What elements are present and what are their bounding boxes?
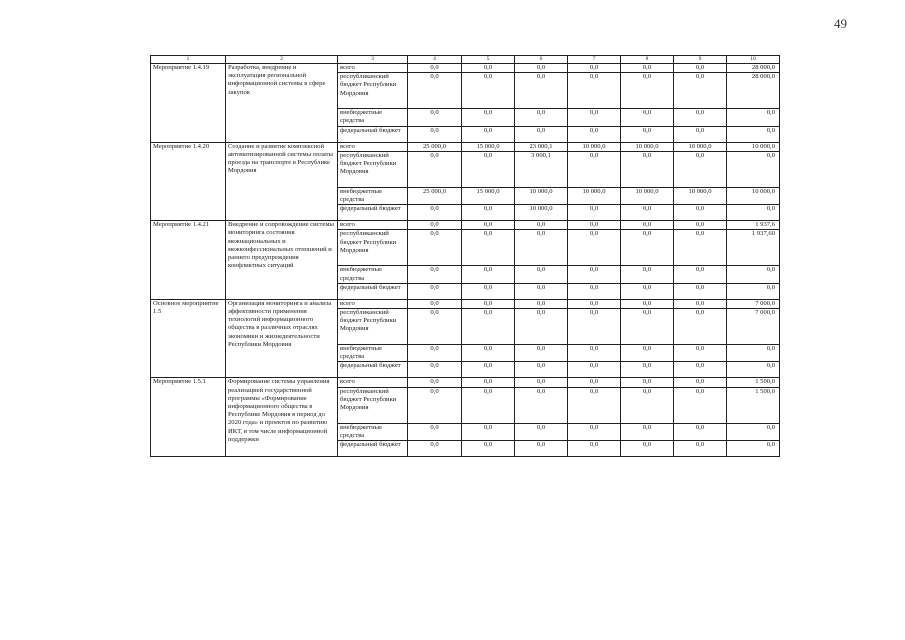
amount-cell: 0,0 bbox=[462, 221, 515, 230]
amount-cell: 0,0 bbox=[568, 423, 621, 440]
measure-name: Внедрение и сопровождение системы мониторинга состояния межнациональных и межконфессиональных отношений и раннего предупреждения конфликтных ситуаций bbox=[226, 221, 338, 300]
amount-cell: 0,0 bbox=[621, 299, 674, 308]
measure-name: Формирование системы управления реализацией государственной программы «Формирование информационного общества в Республике Мордовия в период до 2020 года» и проектов по развитию ИКТ, в том числе информационной поддержки bbox=[226, 378, 338, 457]
amount-cell: 25 000,0 bbox=[408, 142, 462, 151]
amount-cell: 0,0 bbox=[674, 126, 727, 142]
funding-source: всего bbox=[338, 142, 408, 151]
amount-cell: 0,0 bbox=[674, 299, 727, 308]
amount-cell: 0,0 bbox=[621, 266, 674, 283]
amount-cell: 1 500,0 bbox=[727, 378, 780, 387]
amount-cell: 0,0 bbox=[674, 441, 727, 457]
measure-code: Мероприятие 1.4.20 bbox=[151, 142, 226, 221]
amount-cell: 0,0 bbox=[568, 151, 621, 187]
amount-cell: 0,0 bbox=[515, 73, 568, 109]
amount-cell: 1 937,60 bbox=[727, 230, 780, 266]
amount-cell: 10 000,0 bbox=[621, 187, 674, 204]
amount-cell: 0,0 bbox=[674, 345, 727, 362]
amount-cell: 0,0 bbox=[621, 230, 674, 266]
amount-cell: 0,0 bbox=[674, 309, 727, 345]
header-row bbox=[151, 56, 780, 64]
amount-cell: 0,0 bbox=[621, 345, 674, 362]
funding-source: внебюджетные средства bbox=[338, 187, 408, 204]
amount-cell: 0,0 bbox=[674, 362, 727, 378]
measure-code: Мероприятие 1.4.19 bbox=[151, 64, 226, 143]
amount-cell: 0,0 bbox=[408, 362, 462, 378]
amount-cell: 1 937,6 bbox=[727, 221, 780, 230]
amount-cell: 0,0 bbox=[568, 309, 621, 345]
amount-cell: 0,0 bbox=[727, 345, 780, 362]
amount-cell: 0,0 bbox=[621, 423, 674, 440]
amount-cell: 0,0 bbox=[674, 230, 727, 266]
funding-source: республиканский бюджет Республики Мордовия bbox=[338, 309, 408, 345]
column-header: 4 bbox=[408, 56, 462, 64]
table-row bbox=[151, 142, 780, 151]
amount-cell: 0,0 bbox=[727, 441, 780, 457]
amount-cell: 0,0 bbox=[462, 345, 515, 362]
amount-cell: 0,0 bbox=[568, 362, 621, 378]
amount-cell: 10 000,0 bbox=[621, 142, 674, 151]
column-header: 9 bbox=[674, 56, 727, 64]
amount-cell: 0,0 bbox=[674, 151, 727, 187]
amount-cell: 0,0 bbox=[674, 387, 727, 423]
amount-cell: 0,0 bbox=[462, 423, 515, 440]
amount-cell: 0,0 bbox=[462, 387, 515, 423]
amount-cell: 0,0 bbox=[408, 283, 462, 299]
amount-cell: 10 000,0 bbox=[568, 187, 621, 204]
funding-source: федеральный бюджет bbox=[338, 205, 408, 221]
amount-cell: 0,0 bbox=[515, 221, 568, 230]
amount-cell: 0,0 bbox=[462, 205, 515, 221]
measure-name: Организация мониторинга и анализа эффективности применения технологий информационного общества в различных отраслях экономики и жизнедеятельности Республики Мордовия bbox=[226, 299, 338, 378]
amount-cell: 0,0 bbox=[408, 387, 462, 423]
amount-cell: 0,0 bbox=[515, 362, 568, 378]
column-header: 10 bbox=[727, 56, 780, 64]
funding-source: федеральный бюджет bbox=[338, 126, 408, 142]
amount-cell: 0,0 bbox=[568, 205, 621, 221]
amount-cell: 0,0 bbox=[568, 299, 621, 308]
amount-cell: 0,0 bbox=[462, 230, 515, 266]
amount-cell: 7 000,0 bbox=[727, 299, 780, 308]
amount-cell: 0,0 bbox=[568, 221, 621, 230]
amount-cell: 0,0 bbox=[568, 126, 621, 142]
amount-cell: 0,0 bbox=[408, 266, 462, 283]
amount-cell: 0,0 bbox=[621, 309, 674, 345]
amount-cell: 10 000,0 bbox=[515, 187, 568, 204]
amount-cell: 0,0 bbox=[408, 126, 462, 142]
amount-cell: 0,0 bbox=[515, 345, 568, 362]
table-row bbox=[151, 378, 780, 387]
amount-cell: 0,0 bbox=[462, 109, 515, 126]
amount-cell: 0,0 bbox=[408, 345, 462, 362]
amount-cell: 0,0 bbox=[674, 283, 727, 299]
amount-cell: 0,0 bbox=[674, 378, 727, 387]
amount-cell: 0,0 bbox=[727, 109, 780, 126]
amount-cell: 0,0 bbox=[408, 378, 462, 387]
amount-cell: 0,0 bbox=[568, 441, 621, 457]
amount-cell: 0,0 bbox=[462, 299, 515, 308]
amount-cell: 0,0 bbox=[621, 73, 674, 109]
column-header: 5 bbox=[462, 56, 515, 64]
funding-source: внебюджетные средства bbox=[338, 345, 408, 362]
amount-cell: 0,0 bbox=[408, 309, 462, 345]
amount-cell: 0,0 bbox=[727, 266, 780, 283]
amount-cell: 0,0 bbox=[727, 283, 780, 299]
amount-cell: 0,0 bbox=[515, 109, 568, 126]
column-header: 1 bbox=[151, 56, 226, 64]
amount-cell: 0,0 bbox=[408, 230, 462, 266]
amount-cell: 15 000,0 bbox=[462, 142, 515, 151]
amount-cell: 0,0 bbox=[674, 266, 727, 283]
amount-cell: 0,0 bbox=[621, 441, 674, 457]
page-number: 49 bbox=[834, 16, 847, 31]
amount-cell: 0,0 bbox=[515, 64, 568, 73]
amount-cell: 28 000,0 bbox=[727, 73, 780, 109]
amount-cell: 10 000,0 bbox=[727, 187, 780, 204]
amount-cell: 0,0 bbox=[462, 309, 515, 345]
amount-cell: 0,0 bbox=[408, 299, 462, 308]
amount-cell: 0,0 bbox=[462, 73, 515, 109]
amount-cell: 10 000,0 bbox=[727, 142, 780, 151]
amount-cell: 0,0 bbox=[621, 126, 674, 142]
column-header: 8 bbox=[621, 56, 674, 64]
column-header: 2 bbox=[226, 56, 338, 64]
amount-cell: 7 000,0 bbox=[727, 309, 780, 345]
table-row bbox=[151, 299, 780, 308]
amount-cell: 0,0 bbox=[727, 126, 780, 142]
amount-cell: 0,0 bbox=[621, 221, 674, 230]
amount-cell: 0,0 bbox=[408, 64, 462, 73]
funding-source: федеральный бюджет bbox=[338, 441, 408, 457]
funding-source: республиканский бюджет Республики Мордовия bbox=[338, 151, 408, 187]
measure-code: Основное мероприятие 1.5 bbox=[151, 299, 226, 378]
funding-source: внебюджетные средства bbox=[338, 423, 408, 440]
amount-cell: 25 000,0 bbox=[408, 187, 462, 204]
funding-source: федеральный бюджет bbox=[338, 362, 408, 378]
amount-cell: 0,0 bbox=[408, 151, 462, 187]
amount-cell: 0,0 bbox=[515, 299, 568, 308]
amount-cell: 0,0 bbox=[621, 283, 674, 299]
amount-cell: 3 000,1 bbox=[515, 151, 568, 187]
amount-cell: 0,0 bbox=[462, 64, 515, 73]
amount-cell: 0,0 bbox=[408, 221, 462, 230]
amount-cell: 0,0 bbox=[621, 109, 674, 126]
amount-cell: 28 000,0 bbox=[727, 64, 780, 73]
amount-cell: 10 000,0 bbox=[515, 205, 568, 221]
amount-cell: 0,0 bbox=[515, 266, 568, 283]
amount-cell: 10 000,0 bbox=[674, 142, 727, 151]
amount-cell: 0,0 bbox=[621, 205, 674, 221]
amount-cell: 0,0 bbox=[462, 283, 515, 299]
amount-cell: 0,0 bbox=[727, 205, 780, 221]
table-row bbox=[151, 64, 780, 73]
amount-cell: 0,0 bbox=[408, 73, 462, 109]
amount-cell: 0,0 bbox=[515, 387, 568, 423]
column-header: 3 bbox=[338, 56, 408, 64]
amount-cell: 0,0 bbox=[408, 441, 462, 457]
amount-cell: 23 000,1 bbox=[515, 142, 568, 151]
amount-cell: 0,0 bbox=[462, 126, 515, 142]
amount-cell: 0,0 bbox=[408, 205, 462, 221]
amount-cell: 0,0 bbox=[515, 378, 568, 387]
amount-cell: 0,0 bbox=[515, 230, 568, 266]
table-row bbox=[151, 221, 780, 230]
measure-name: Создание и развитие комплексной автоматизированной системы оплаты проезда на транспорте в Республике Мордовия bbox=[226, 142, 338, 221]
amount-cell: 0,0 bbox=[621, 362, 674, 378]
measure-code: Мероприятие 1.4.21 bbox=[151, 221, 226, 300]
amount-cell: 0,0 bbox=[568, 283, 621, 299]
amount-cell: 0,0 bbox=[568, 109, 621, 126]
amount-cell: 10 000,0 bbox=[674, 187, 727, 204]
amount-cell: 0,0 bbox=[674, 73, 727, 109]
funding-source: всего bbox=[338, 221, 408, 230]
amount-cell: 0,0 bbox=[515, 423, 568, 440]
amount-cell: 0,0 bbox=[515, 441, 568, 457]
amount-cell: 0,0 bbox=[674, 423, 727, 440]
amount-cell: 0,0 bbox=[515, 309, 568, 345]
funding-source: республиканский бюджет Республики Мордовия bbox=[338, 230, 408, 266]
amount-cell: 0,0 bbox=[568, 230, 621, 266]
amount-cell: 15 000,0 bbox=[462, 187, 515, 204]
amount-cell: 0,0 bbox=[515, 283, 568, 299]
amount-cell: 0,0 bbox=[568, 345, 621, 362]
amount-cell: 0,0 bbox=[568, 266, 621, 283]
amount-cell: 1 500,0 bbox=[727, 387, 780, 423]
column-header: 7 bbox=[568, 56, 621, 64]
amount-cell: 0,0 bbox=[568, 73, 621, 109]
funding-source: всего bbox=[338, 64, 408, 73]
amount-cell: 0,0 bbox=[621, 378, 674, 387]
amount-cell: 0,0 bbox=[462, 441, 515, 457]
amount-cell: 0,0 bbox=[674, 221, 727, 230]
funding-source: внебюджетные средства bbox=[338, 266, 408, 283]
amount-cell: 0,0 bbox=[727, 362, 780, 378]
amount-cell: 0,0 bbox=[621, 64, 674, 73]
budget-table bbox=[150, 55, 780, 457]
amount-cell: 0,0 bbox=[462, 151, 515, 187]
amount-cell: 0,0 bbox=[462, 266, 515, 283]
measure-name: Разработка, внедрение и эксплуатация региональной информационной системы в сфере закупок bbox=[226, 64, 338, 143]
amount-cell: 0,0 bbox=[568, 64, 621, 73]
amount-cell: 0,0 bbox=[727, 423, 780, 440]
amount-cell: 0,0 bbox=[515, 126, 568, 142]
measure-code: Мероприятие 1.5.1 bbox=[151, 378, 226, 457]
amount-cell: 0,0 bbox=[462, 362, 515, 378]
funding-source: всего bbox=[338, 378, 408, 387]
amount-cell: 0,0 bbox=[408, 109, 462, 126]
funding-source: всего bbox=[338, 299, 408, 308]
amount-cell: 0,0 bbox=[674, 205, 727, 221]
amount-cell: 10 000,0 bbox=[568, 142, 621, 151]
amount-cell: 0,0 bbox=[674, 64, 727, 73]
amount-cell: 0,0 bbox=[621, 151, 674, 187]
funding-source: республиканский бюджет Республики Мордовия bbox=[338, 73, 408, 109]
column-header: 6 bbox=[515, 56, 568, 64]
funding-source: федеральный бюджет bbox=[338, 283, 408, 299]
amount-cell: 0,0 bbox=[727, 151, 780, 187]
amount-cell: 0,0 bbox=[408, 423, 462, 440]
amount-cell: 0,0 bbox=[621, 387, 674, 423]
funding-source: республиканский бюджет Республики Мордовия bbox=[338, 387, 408, 423]
amount-cell: 0,0 bbox=[568, 378, 621, 387]
table-body bbox=[151, 64, 780, 457]
funding-source: внебюджетные средства bbox=[338, 109, 408, 126]
amount-cell: 0,0 bbox=[568, 387, 621, 423]
amount-cell: 0,0 bbox=[462, 378, 515, 387]
amount-cell: 0,0 bbox=[674, 109, 727, 126]
